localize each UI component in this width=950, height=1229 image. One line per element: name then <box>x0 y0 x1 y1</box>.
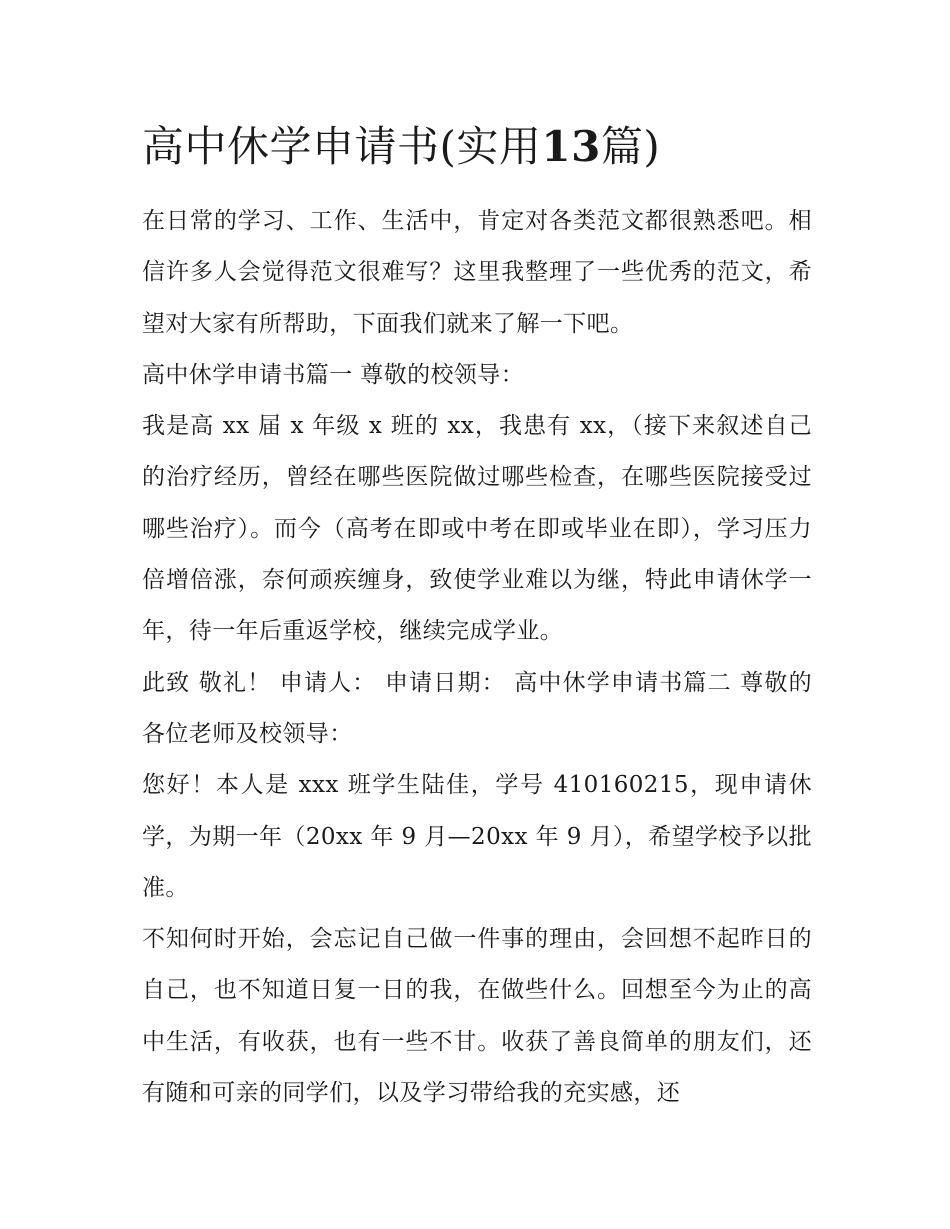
paragraph-intro: 在日常的学习、工作、生活中，肯定对各类范文都很熟悉吧。相信许多人会觉得范文很难写？这里我整理了一些优秀的范文，希望对大家有所帮助，下面我们就来了解一下吧。 <box>142 208 812 337</box>
paragraph-letter-one: 我是高 xx 届 x 年级 x 班的 xx，我患有 xx，（接下来叙述自己的治疗经历，曾经在哪些医院做过哪些检查，在哪些医院接受过哪些治疗）。而今（高考在即或中考在即或毕业在即），学习压力倍增倍涨，奈何顽疾缠身，致使学业难以为继，特此申请休学一年，待一年后重返学校，继续完成学业。 <box>142 413 812 645</box>
title-suffix: 篇) <box>600 122 661 171</box>
document-title <box>142 118 812 176</box>
title-prefix: 高中休学申请书(实用 <box>142 122 542 171</box>
paragraph-letter-two-body: 不知何时开始，会忘记自己做一件事的理由，会回想不起昨日的自己，也不知道日复一日的我，在做些什么。回想至今为止的高中生活，有收获，也有一些不甘。收获了善良简单的朋友们，还有随和可亲的同学们，以及学习带给我的充实感，还 <box>142 926 812 1107</box>
paragraph-closing-and-heading-two: 此致 敬礼！ 申请人： 申请日期： 高中休学申请书篇二 尊敬的各位老师及校领导： <box>142 669 812 747</box>
paragraph-letter-two-greeting: 您好！本人是 xxx 班学生陆佳，学号 410160215，现申请休学，为期一年（20xx 年 9 月—20xx 年 9 月），希望学校予以批准。 <box>142 772 812 901</box>
paragraph-heading-one: 高中休学申请书篇一 尊敬的校领导： <box>142 361 525 388</box>
document-body <box>142 118 812 1119</box>
title-number: 13 <box>541 122 601 171</box>
